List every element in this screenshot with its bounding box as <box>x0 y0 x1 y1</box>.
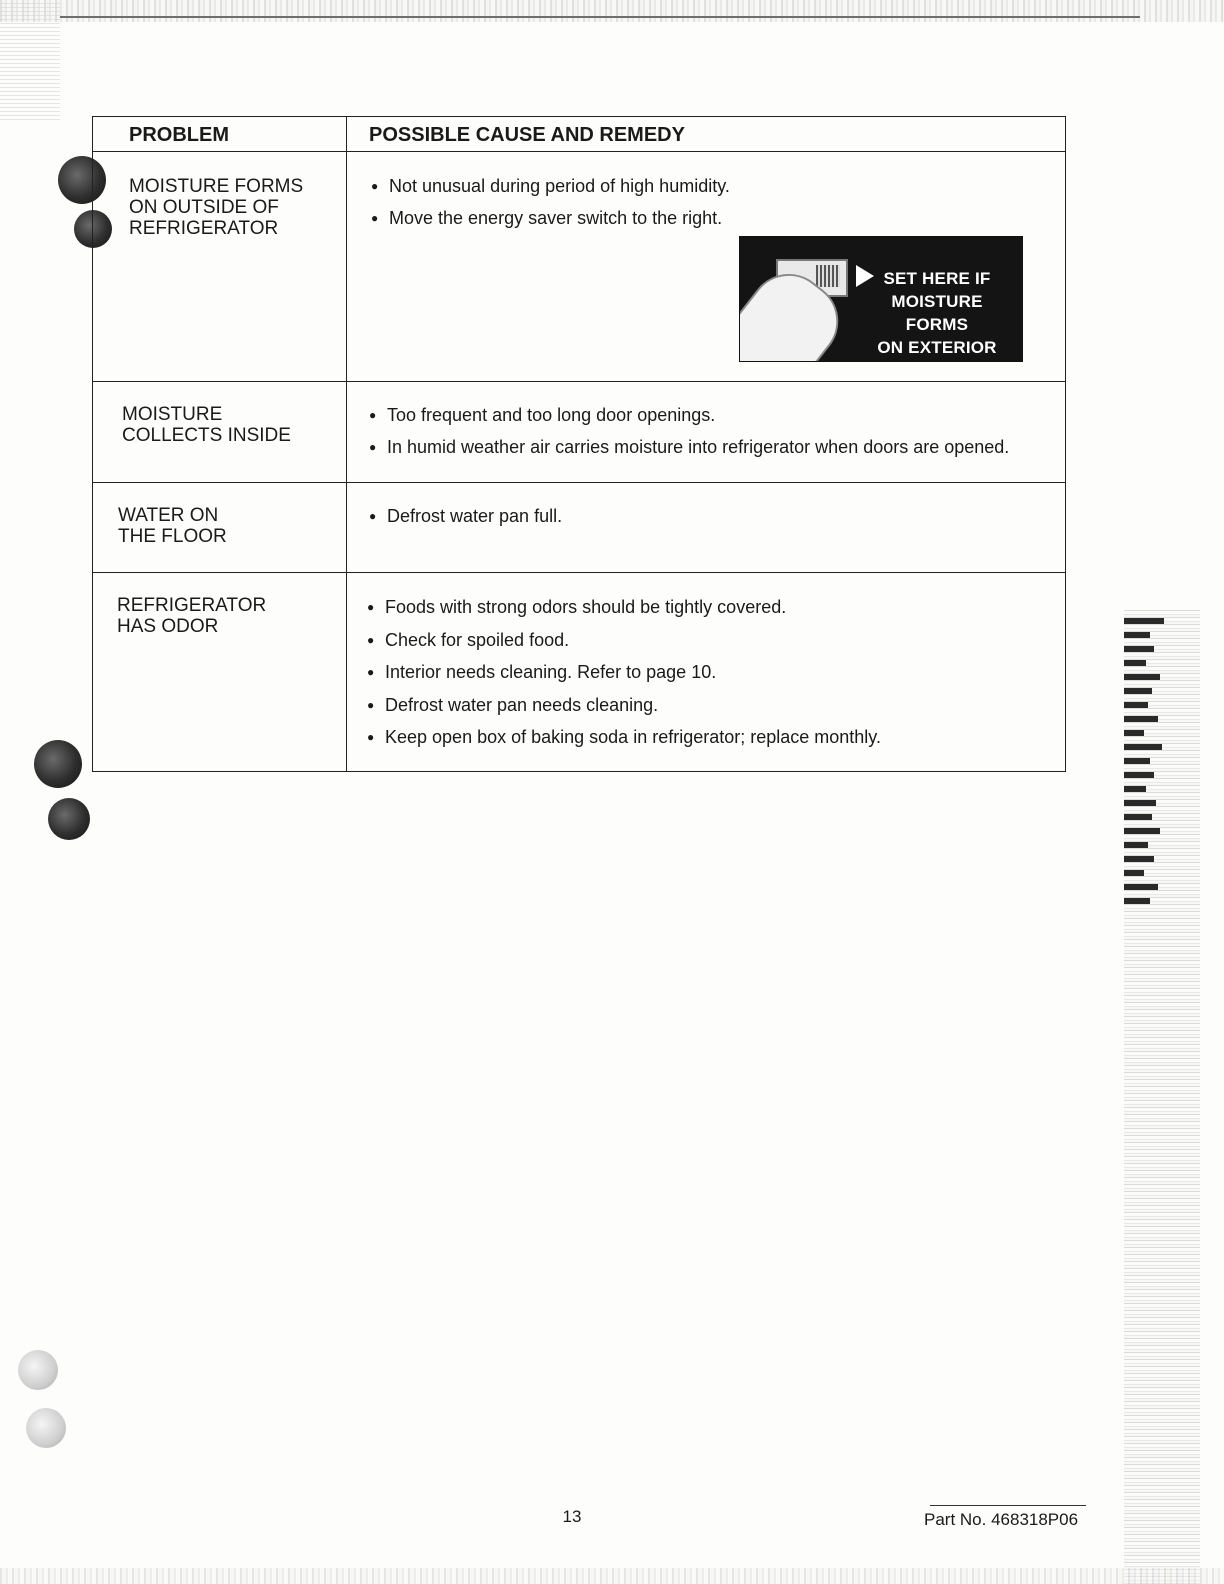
binder-hole-5 <box>18 1350 58 1390</box>
scan-bleed-marks <box>1124 618 1168 930</box>
problem-cell: REFRIGERATOR HAS ODOR <box>93 573 347 771</box>
remedy-cell <box>347 573 1065 771</box>
binder-hole-3 <box>34 740 82 788</box>
table-row <box>93 483 1065 573</box>
remedy-item: ● Move the energy saver switch to the right. <box>371 207 1065 229</box>
table-row <box>93 152 1065 382</box>
table-row <box>93 573 1065 771</box>
troubleshooting-table <box>92 116 1066 772</box>
remedy-item: ● Check for spoiled food. <box>367 629 1065 651</box>
page-number: 13 <box>562 1507 582 1526</box>
scan-edge-line <box>60 16 1140 18</box>
remedy-cell <box>347 382 1065 482</box>
scan-noise-left <box>0 0 60 120</box>
problem-cell: WATER ON THE FLOOR <box>93 483 347 572</box>
energy-saver-label <box>862 267 1012 359</box>
scan-noise-top <box>0 0 1224 22</box>
remedy-list <box>367 596 1065 748</box>
part-number: Part No. 468318P06 <box>924 1510 1079 1529</box>
table-row <box>93 382 1065 483</box>
energy-saver-label-text: SET HERE IF MOISTURE FORMS ON EXTERIOR <box>877 269 997 357</box>
remedy-column-header: POSSIBLE CAUSE AND REMEDY <box>369 124 685 146</box>
problem-cell: MOISTURE FORMS ON OUTSIDE OF REFRIGERATOR <box>93 152 347 381</box>
problem-column-header: PROBLEM <box>93 117 347 151</box>
table-header <box>93 117 1065 152</box>
remedy-list <box>369 505 1065 527</box>
scan-noise-bottom <box>0 1568 1224 1584</box>
remedy-item: ● Defrost water pan full. <box>369 505 1065 527</box>
remedy-list <box>369 404 1065 458</box>
part-number-rule <box>930 1505 1086 1506</box>
remedy-item: ● In humid weather air carries moisture into refrigerator when doors are opened. <box>369 436 1065 458</box>
remedy-item: ● Keep open box of baking soda in refrigerator; replace monthly. <box>367 726 1065 748</box>
remedy-cell <box>347 483 1065 572</box>
remedy-item: ● Too frequent and too long door openings. <box>369 404 1065 426</box>
binder-hole-4 <box>48 798 90 840</box>
binder-hole-6 <box>26 1408 66 1448</box>
energy-saver-illustration <box>739 236 1023 362</box>
remedy-item: ● Not unusual during period of high humidity. <box>371 175 1065 197</box>
problem-cell: MOISTURE COLLECTS INSIDE <box>93 382 347 482</box>
remedy-list <box>371 175 1065 229</box>
remedy-item: ● Interior needs cleaning. Refer to page 10. <box>367 661 1065 683</box>
remedy-item: ● Foods with strong odors should be tightly covered. <box>367 596 1065 618</box>
remedy-cell <box>347 152 1065 381</box>
remedy-item: ● Defrost water pan needs cleaning. <box>367 694 1065 716</box>
